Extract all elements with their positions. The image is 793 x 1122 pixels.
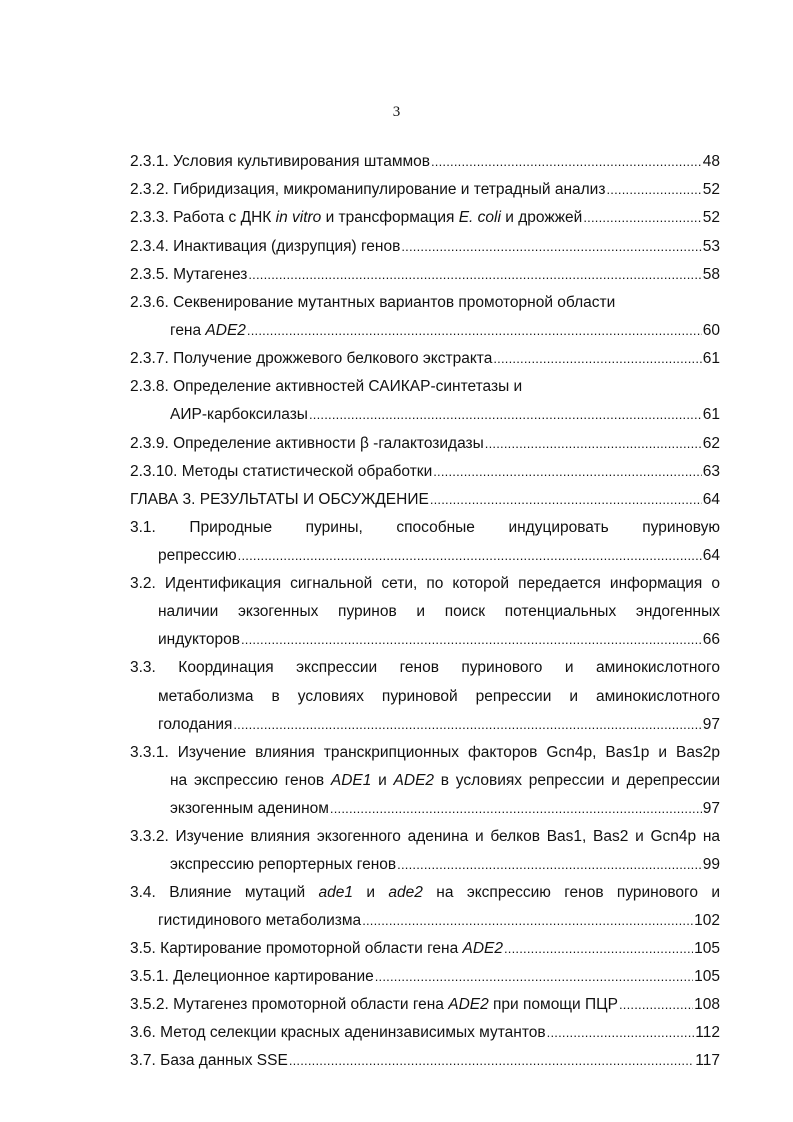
dot-leader: [241, 630, 702, 650]
dot-leader: [401, 237, 701, 257]
toc-entry-page: 52: [702, 181, 720, 198]
toc-entry-page: 48: [702, 153, 720, 170]
toc-entry-3-3-line3: [158, 715, 720, 735]
toc-entry-3-3-2-line1: 3.3.2. Изучение влияния экзогенного аденина и белков Bas1, Bas2 и Gcn4p на: [130, 828, 720, 845]
toc-entry-3-5: [130, 939, 720, 959]
dot-leader: [309, 405, 702, 425]
toc-entry-title: [170, 321, 246, 341]
dot-leader: [493, 349, 701, 369]
toc-entry-page: 99: [702, 856, 720, 873]
toc-entry-2-3-4: [130, 237, 720, 257]
title-italic: ADE2: [448, 996, 489, 1013]
title-italic: ADE2: [393, 772, 435, 789]
dot-leader: [583, 208, 701, 228]
toc-entry-title: АИР-карбоксилазы: [170, 406, 308, 423]
dot-leader: [504, 939, 693, 959]
toc-entry-title: [130, 939, 503, 959]
toc-entry-page: 61: [702, 350, 720, 367]
toc-entry-page: 102: [694, 912, 720, 929]
toc-entry-2-3-6-line2: [170, 321, 720, 341]
dot-leader: [606, 180, 701, 200]
dot-leader: [547, 1023, 695, 1043]
title-part: и трансформация: [321, 209, 459, 226]
toc-entry-title: 2.3.7. Получение дрожжевого белкового экстракта: [130, 350, 493, 367]
title-part: и: [353, 884, 389, 901]
toc-entry-page: 97: [702, 800, 720, 817]
toc-entry-title: репрессию: [158, 547, 237, 564]
title-part: на экспрессию генов: [170, 772, 331, 789]
title-part: 2.3.3. Работа с ДНК: [130, 209, 276, 226]
toc-entry-title: [130, 208, 582, 228]
toc-entry-3-3-line2: метаболизма в условиях пуриновой репрессии и аминокислотного: [158, 688, 720, 705]
dot-leader: [397, 855, 702, 875]
toc-entry-3-3-line1: 3.3. Координация экспрессии генов пуринового и аминокислотного: [130, 659, 720, 676]
toc-entry-title: индукторов: [158, 631, 240, 648]
toc-entry-page: 64: [702, 547, 720, 564]
toc-entry-title: гистидинового метаболизма: [158, 912, 362, 929]
title-italic: ade1: [318, 884, 354, 901]
toc-entry-3-6: [130, 1023, 720, 1043]
toc-entry-title: экспрессию репортерных генов: [170, 856, 397, 873]
toc-entry-chapter-3: [130, 490, 720, 510]
title-part: при помощи ПЦР: [488, 996, 618, 1013]
toc-entry-3-3-2-line2: [170, 855, 720, 875]
title-italic: ade2: [388, 884, 423, 901]
toc-entry-title: экзогенным аденином: [170, 800, 329, 817]
title-part: гена: [170, 322, 206, 339]
toc-entry-title: голодания: [158, 716, 233, 733]
dot-leader: [233, 715, 701, 735]
toc-entry-page: 112: [695, 1024, 720, 1041]
toc-entry-title: 3.5.1. Делеционное картирование: [130, 968, 374, 985]
toc-entry-3-1-line1: 3.1. Природные пурины, способные индуцировать пуриновую: [130, 519, 720, 536]
toc-entry-3-5-2: [130, 995, 720, 1015]
toc-entry-3-3-1-line3: [170, 799, 720, 819]
title-part: 3.4. Влияние мутаций: [130, 884, 319, 901]
title-italic: in vitro: [275, 209, 322, 226]
toc-entry-3-7: [130, 1051, 720, 1071]
toc-entry-title: 3.6. Метод селекции красных аденинзависимых мутантов: [130, 1024, 546, 1041]
toc-entry-page: 53: [702, 238, 720, 255]
toc-entry-2-3-1: [130, 152, 720, 172]
toc-entry-2-3-7: [130, 349, 720, 369]
title-italic: ADE2: [462, 940, 503, 957]
toc-entry-2-3-6-line1: [130, 293, 720, 313]
toc-entry-title: ГЛАВА 3. РЕЗУЛЬТАТЫ И ОБСУЖДЕНИЕ: [130, 491, 429, 508]
title-part: на экспрессию генов пуринового и: [422, 884, 720, 901]
toc-entry-title: [130, 995, 618, 1015]
toc-entry-page: 63: [702, 463, 720, 480]
toc-entry-page: 66: [702, 631, 720, 648]
toc-entry-page: 64: [702, 491, 720, 508]
dot-leader: [485, 434, 702, 454]
dot-leader: [330, 799, 702, 819]
toc-entry-title: 2.3.5. Мутагенез: [130, 266, 248, 283]
toc-entry-title: 2.3.8. Определение активностей САИКАР-синтетазы и: [130, 378, 523, 395]
toc-entry-title: 2.3.2. Гибридизация, микроманипулирование и тетрадный анализ: [130, 181, 606, 198]
toc-entry-2-3-8-line1: [130, 377, 720, 397]
toc-entry-2-3-5: [130, 265, 720, 285]
dot-leader: [619, 995, 693, 1015]
toc-entry-2-3-9: [130, 434, 720, 454]
toc-entry-title: 2.3.1. Условия культивирования штаммов: [130, 153, 430, 170]
toc-entry-3-2-line1: 3.2. Идентификация сигнальной сети, по которой передается информация о: [130, 575, 720, 592]
toc-entry-3-4-line2: [158, 911, 720, 931]
toc-entry-page: 97: [702, 716, 720, 733]
dot-leader: [362, 911, 693, 931]
toc-entry-3-1-line2: [158, 546, 720, 566]
toc-entry-3-2-line3: [158, 630, 720, 650]
title-italic: E. coli: [458, 209, 501, 226]
toc-entry-title: 2.3.9. Определение активности β -галактозидазы: [130, 435, 484, 452]
toc-entry-2-3-10: [130, 462, 720, 482]
dot-leader: [248, 265, 701, 285]
title-part: в условиях репрессии и дерепрессии: [434, 772, 720, 789]
toc-entry-page: 58: [702, 266, 720, 283]
dot-leader: [431, 152, 702, 172]
toc-entry-3-3-1-line2: [170, 771, 720, 791]
toc-entry-page: 108: [694, 996, 720, 1013]
toc-entry-page: 105: [694, 968, 720, 985]
toc-entry-page: 61: [702, 406, 720, 423]
dot-leader: [238, 546, 702, 566]
toc-entry-title: 3.7. База данных SSE: [130, 1052, 288, 1069]
dot-leader: [433, 462, 702, 482]
toc-entry-2-3-8-line2: [170, 405, 720, 425]
title-italic: ADE2: [205, 322, 246, 339]
toc-entry-3-5-1: [130, 967, 720, 987]
title-italic: ADE1: [330, 772, 372, 789]
toc-entry-3-3-1-line1: 3.3.1. Изучение влияния транскрипционных факторов Gcn4p, Bas1p и Bas2p: [130, 744, 720, 761]
toc-entry-title: 2.3.4. Инактивация (дизрупция) генов: [130, 238, 401, 255]
dot-leader: [289, 1051, 694, 1071]
toc-entry-page: 105: [694, 940, 720, 957]
toc-entry-title: 2.3.10. Методы статистической обработки: [130, 463, 433, 480]
dot-leader: [247, 321, 702, 341]
toc-entry-2-3-2: [130, 180, 720, 200]
title-part: и дрожжей: [500, 209, 583, 226]
toc-entry-3-4-line1: [130, 883, 720, 903]
toc-entry-page: 60: [702, 322, 720, 339]
toc-entry-title: 2.3.6. Секвенирование мутантных вариантов промоторной области: [130, 294, 616, 311]
title-part: и: [371, 772, 394, 789]
toc-entry-page: 117: [695, 1052, 720, 1069]
title-part: 3.5.2. Мутагенез промоторной области гена: [130, 996, 449, 1013]
title-part: 3.5. Картирование промоторной области гена: [130, 940, 463, 957]
toc-entry-2-3-3: [130, 208, 720, 228]
dot-leader: [375, 967, 693, 987]
page-number: 3: [392, 104, 401, 120]
toc-entry-page: 62: [702, 435, 720, 452]
toc-entry-page: 52: [702, 209, 720, 226]
toc-entry-3-2-line2: наличии экзогенных пуринов и поиск потенциальных эндогенных: [158, 603, 720, 620]
dot-leader: [430, 490, 702, 510]
